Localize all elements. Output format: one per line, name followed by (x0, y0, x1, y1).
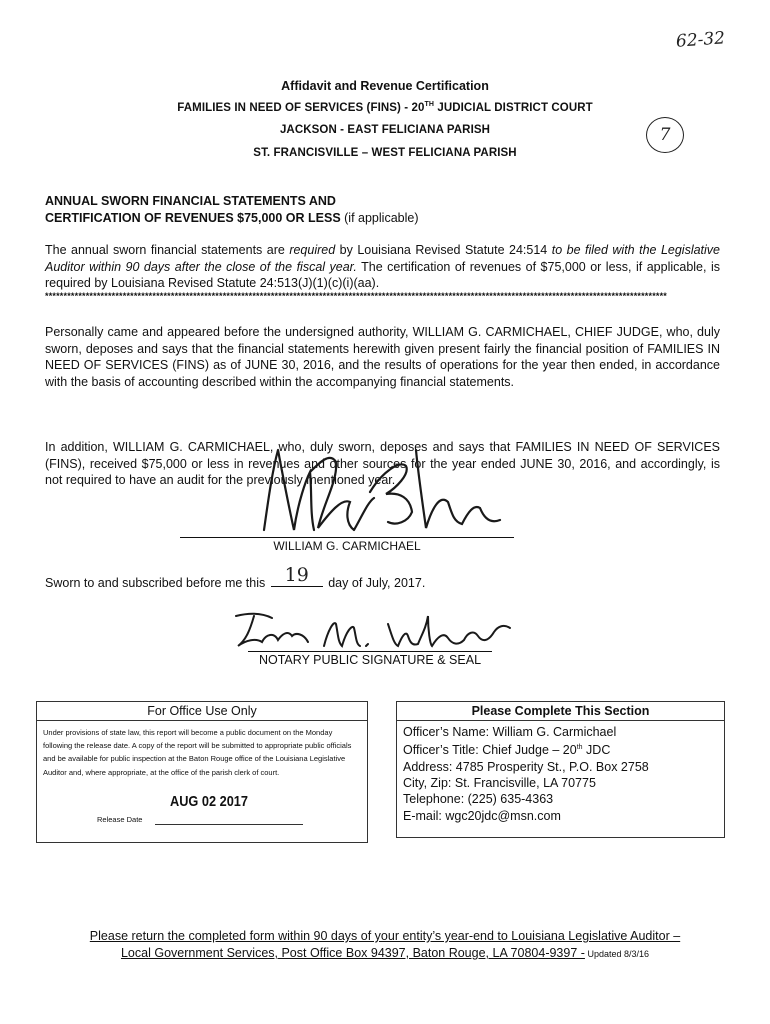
star-divider: ************************************************************************************************************************************************************************ (45, 291, 668, 301)
officer-title-post: JDC (582, 743, 611, 758)
officer-name: Officer’s Name: William G. Carmichael (403, 725, 617, 739)
section-title (45, 193, 419, 227)
officer-phone: Telephone: (225) 635-4363 (403, 792, 554, 807)
footer (0, 928, 770, 963)
officer-info-box (396, 701, 725, 838)
footer-line-2 (0, 945, 770, 963)
intro-text-1: The annual sworn financial statements are (45, 243, 290, 257)
office-use-box-title: For Office Use Only (37, 702, 367, 721)
footer-updated: Updated 8/3/16 (584, 949, 649, 959)
officer-title-pre: Officer’s Title: Chief Judge – 20 (403, 743, 577, 758)
received-stamp: AUG 02 2017 (170, 793, 248, 810)
notary-signature-line (248, 651, 492, 652)
header-line-fins-post: JUDICIAL DISTRICT COURT (434, 101, 593, 114)
officer-city: City, Zip: St. Francisville, LA 70775 (403, 776, 596, 791)
affidavit-paragraph-2: In addition, WILLIAM G. CARMICHAEL, who, duly sworn, deposes and says that FAMILIES IN NEED OF SERVICES (FINS), received $75,000 or less in revenues and other sources for the year ended JUNE 30, 2016, and accordingly, is not required to have an audit for the previously mentioned year. (45, 440, 720, 487)
footer-line-2-text: Local Government Services, Post Office Box 94397, Baton Rouge, LA 70804-9397 - (120, 946, 585, 960)
header-line-fins (0, 101, 770, 114)
officer-info-list (397, 721, 724, 824)
sworn-before: Sworn to and subscribed before me this (45, 576, 266, 590)
section-title-line2-plain: (if applicable) (340, 211, 419, 225)
header-line-jackson: JACKSON - EAST FELICIANA PARISH (279, 124, 491, 136)
notary-signature (228, 606, 528, 654)
release-date-line (155, 824, 303, 825)
header-line-fins-pre: FAMILIES IN NEED OF SERVICES (FINS) - 20 (177, 101, 425, 114)
office-use-text: Under provisions of state law, this report will become a public document on the Monday following the release date. A copy of the report will be submitted to appropriate public officials and be available for public inspection at the Baton Rouge office of the Louisiana Legislative Auditor and, where appropriate, at the office of the parish clerk of court. (43, 728, 352, 777)
form-title: Affidavit and Revenue Certification (281, 79, 489, 93)
intro-text-3: The certification of revenues of $75,000 or less, if applicable, is required by Louisiana Revised Statute 24:513(J)(1)(c)(i)(aa). (45, 259, 720, 290)
release-date-label: Release Date (97, 815, 143, 824)
intro-italic-deadline: to be filed with the Legislative Auditor within 90 days after the close of the fiscal year. (45, 243, 721, 274)
section-title-line2 (45, 210, 419, 227)
officer-info-box-title: Please Complete This Section (397, 702, 724, 721)
officer-title-sup: th (576, 744, 583, 752)
intro-italic-required: required (289, 243, 336, 257)
section-title-line1: ANNUAL SWORN FINANCIAL STATEMENTS AND (45, 194, 336, 208)
intro-text-2: by Louisiana Revised Statute 24:514 (335, 243, 552, 257)
officer-address: Address: 4785 Prosperity St., P.O. Box 2758 (403, 759, 649, 774)
judge-signature (250, 432, 510, 538)
circled-number-text: 7 (659, 125, 671, 145)
officer-title (403, 740, 724, 758)
header-line-st-francisville: ST. FRANCISVILLE – WEST FELICIANA PARISH (253, 147, 517, 159)
officer-email: E-mail: wgc20jdc@msn.com (403, 808, 561, 823)
sworn-day: 19 (284, 564, 309, 586)
office-use-box (36, 701, 368, 843)
section-title-line2-bold: CERTIFICATION OF REVENUES $75,000 OR LESS (45, 211, 341, 225)
footer-line-1: Please return the completed form within 90 days of your entity’s year-end to Louisiana Legislative Auditor – (89, 929, 681, 943)
judge-signature-line (180, 537, 514, 538)
affidavit-paragraph-1: Personally came and appeared before the undersigned authority, WILLIAM G. CARMICHAEL, CHIEF JUDGE, who, duly sworn, deposes and says that the financial statements herewith given present fairly the financial position of FAMILIES IN NEED OF SERVICES (FINS) as of JUNE 30, 2016, and the results of operations for the year then ended, in accordance with the basis of accounting described within the accompanying financial statements. (45, 325, 720, 389)
signer-name: WILLIAM G. CARMICHAEL (273, 539, 421, 553)
notary-label: NOTARY PUBLIC SIGNATURE & SEAL (258, 653, 482, 667)
sworn-after: day of July, 2017. (328, 576, 426, 590)
header-line-fins-sup: TH (424, 101, 435, 108)
corner-handwritten-mark: 62-32 (675, 28, 726, 52)
sworn-day-field (271, 564, 323, 587)
sworn-statement (45, 564, 426, 593)
intro-paragraph (45, 242, 720, 292)
